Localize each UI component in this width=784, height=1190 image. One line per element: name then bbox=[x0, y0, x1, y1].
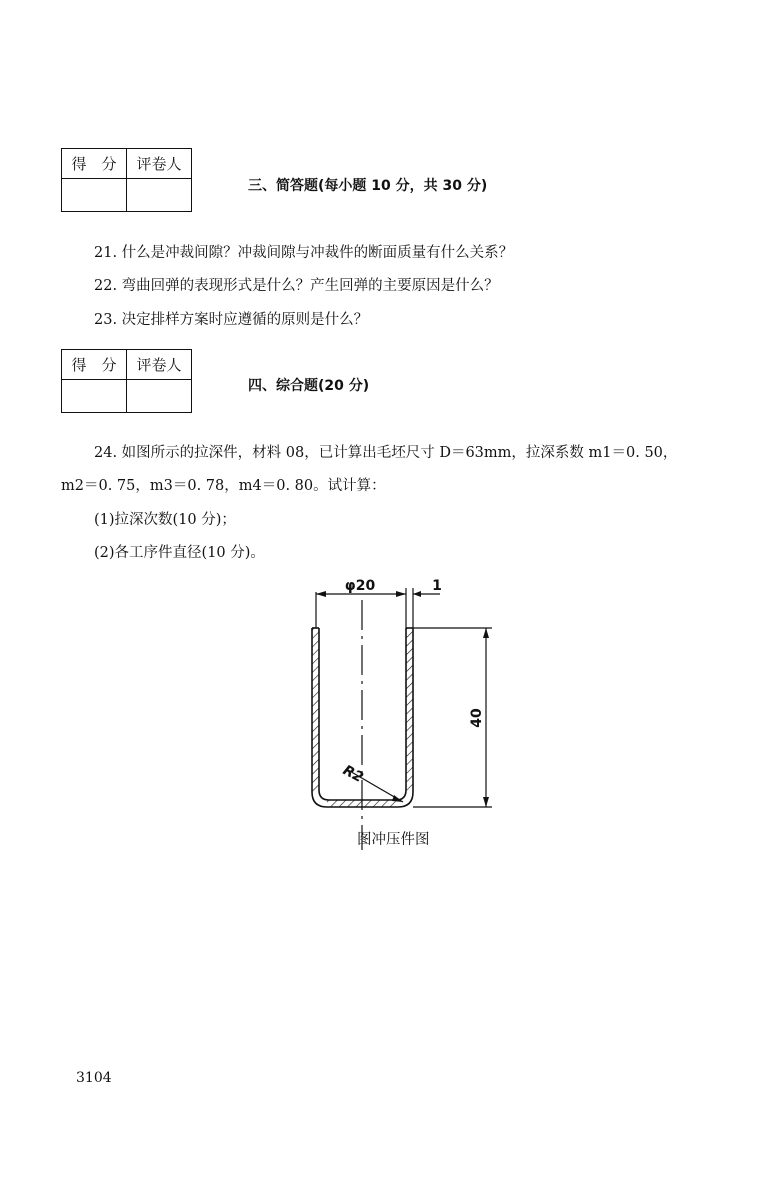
radius-label: R2 bbox=[340, 762, 366, 787]
section3-title: 三、简答题(每小题 10 分，共 30 分) bbox=[248, 178, 488, 194]
diameter-label: φ20 bbox=[344, 578, 376, 594]
section4-title: 四、综合题(20 分) bbox=[248, 378, 370, 394]
question-24-part2: (2)各工序件直径(10 分)。 bbox=[94, 545, 265, 561]
question-21: 21. 什么是冲裁间隙？冲裁间隙与冲裁件的断面质量有什么关系？ bbox=[94, 245, 514, 261]
height-label: 40 bbox=[469, 708, 485, 728]
figure-caption: 图冲压件图 bbox=[357, 832, 430, 848]
question-23: 23. 决定排样方案时应遵循的原则是什么？ bbox=[94, 312, 369, 328]
question-24-part1: (1)拉深次数(10 分)； bbox=[94, 512, 236, 528]
score-label: 得 分 bbox=[62, 350, 127, 380]
grader-label: 评卷人 bbox=[127, 350, 192, 380]
question-24-line2: m2＝0. 75，m3＝0. 78，m4＝0. 80。试计算： bbox=[61, 478, 386, 494]
page-number: 3104 bbox=[76, 1070, 112, 1086]
grader-label: 评卷人 bbox=[127, 149, 192, 179]
question-24-line1: 24. 如图所示的拉深件，材料 08，已计算出毛坯尺寸 D＝63mm，拉深系数 m1＝0. 50， bbox=[94, 445, 678, 461]
thickness-label: 1 bbox=[432, 578, 442, 594]
question-22: 22. 弯曲回弹的表现形式是什么？产生回弹的主要原因是什么？ bbox=[94, 278, 499, 294]
score-label: 得 分 bbox=[62, 149, 127, 179]
